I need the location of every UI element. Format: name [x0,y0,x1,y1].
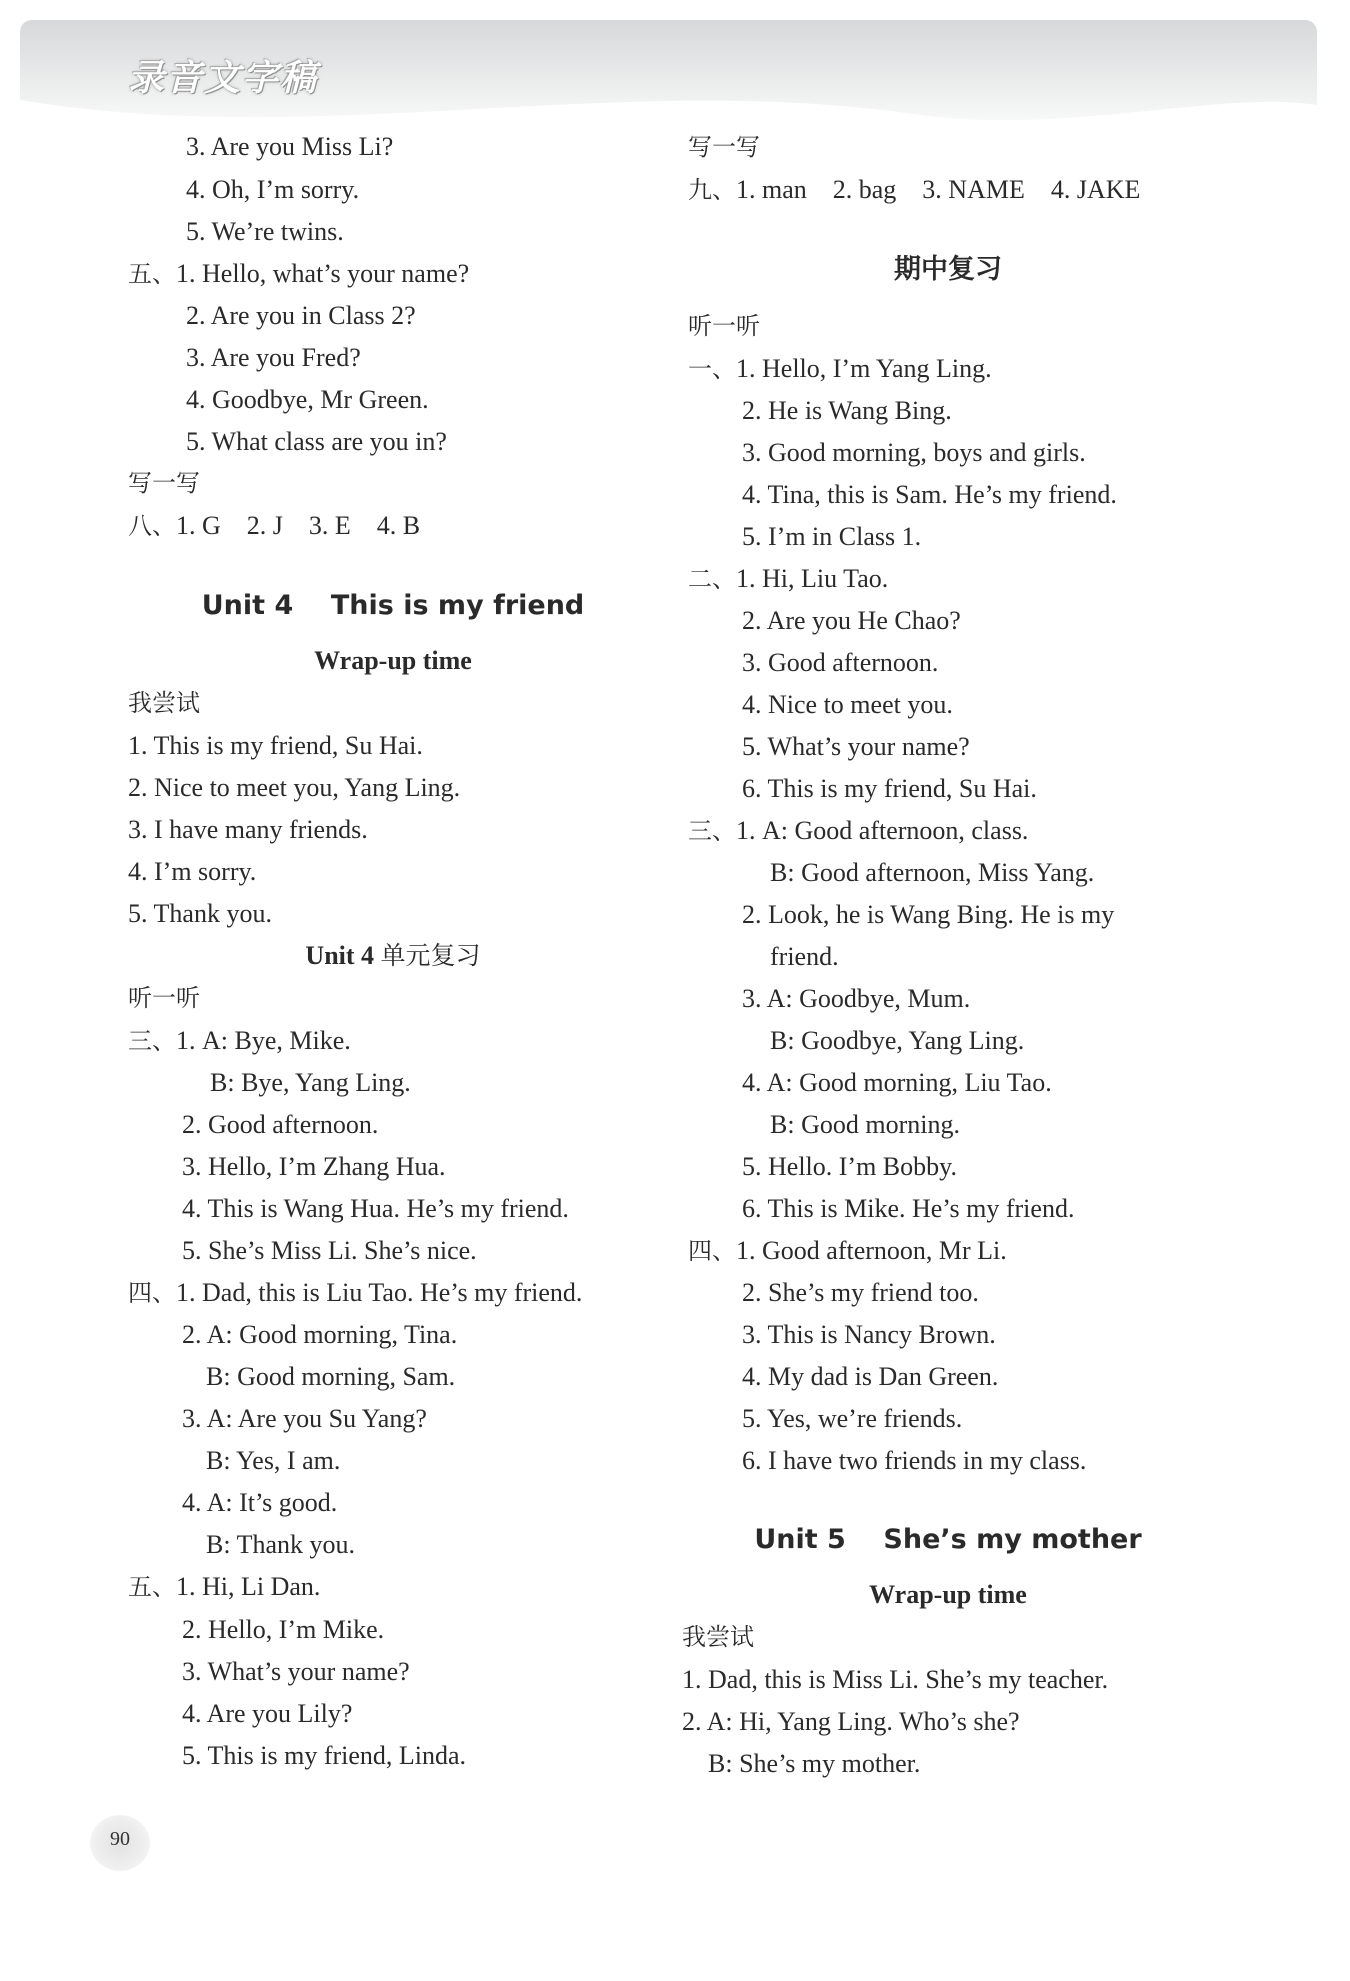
answer-line: B: Thank you. [206,1530,356,1559]
answer-line: 3. Are you Miss Li? [186,132,394,161]
answer-line: 4. A: Good morning, Liu Tao. [742,1068,1052,1097]
answer-line: 2. She’s my friend too. [742,1278,979,1307]
answer-line: B: Bye, Yang Ling. [210,1068,411,1097]
answer-line: 1. Dad, this is Miss Li. She’s my teacher. [682,1665,1109,1694]
answer-line: 4. This is Wang Hua. He’s my friend. [182,1194,569,1223]
answer-text: 1. A: Good afternoon, class. [736,816,1029,845]
section-heading: 听一听 [688,312,760,340]
answer-line: 2. Hello, I’m Mike. [182,1615,385,1644]
section-heading: 写一写 [688,133,760,161]
item-marker: 一、 [688,355,736,383]
answer-line: 6. This is my friend, Su Hai. [742,774,1037,803]
answer-line: 4. Oh, I’m sorry. [186,175,360,204]
answer-line: 4. I’m sorry. [128,857,257,886]
answer-line: 3. Hello, I’m Zhang Hua. [182,1152,446,1181]
section-heading: 我尝试 [128,689,200,717]
item-marker: 九、 [688,176,736,204]
answer-text: 1. Hello, what’s your name? [176,259,470,288]
section-heading: 听一听 [128,984,200,1012]
answer-line: B: Good morning, Sam. [206,1362,456,1391]
answer-line: B: She’s my mother. [708,1749,921,1778]
answer-line: B: Goodbye, Yang Ling. [770,1026,1025,1055]
section-heading: 我尝试 [682,1623,754,1651]
answer-line [688,173,1140,207]
midterm-review-title: 期中复习 [894,254,1002,285]
answer-line: 5. What’s your name? [742,732,970,761]
item-marker: 五、 [128,1573,176,1601]
answer-line [128,1570,320,1604]
answer-line [688,1234,1007,1268]
item-marker: 三、 [128,1027,176,1055]
answer-line: 4. A: It’s good. [182,1488,338,1517]
answer-line: B: Good afternoon, Miss Yang. [770,858,1095,887]
answer-line: 3. Good afternoon. [742,648,939,677]
answer-line: 5. Hello. I’m Bobby. [742,1152,957,1181]
answer-line: 2. Good afternoon. [182,1110,379,1139]
answer-line: 5. What class are you in? [186,427,447,456]
answer-line [128,509,420,543]
wrapup-heading: Wrap-up time [314,646,472,675]
answer-line: 2. Look, he is Wang Bing. He is my [742,900,1115,929]
answer-line: 5. Yes, we’re friends. [742,1404,963,1433]
unit-review-prefix: Unit 4 [305,941,375,970]
answer-line: 5. Thank you. [128,899,272,928]
answer-line: B: Yes, I am. [206,1446,341,1475]
answer-line: 3. Are you Fred? [186,343,361,372]
answer-line: 3. A: Goodbye, Mum. [742,984,971,1013]
answer-line [688,814,1028,848]
answer-line [128,257,469,291]
item-marker: 八、 [128,512,176,540]
item-marker: 四、 [128,1279,176,1307]
answer-line [688,352,992,386]
answer-line: 2. Are you in Class 2? [186,301,416,330]
item-marker: 五、 [128,260,176,288]
answer-text: 1. Dad, this is Liu Tao. He’s my friend. [176,1278,583,1307]
answer-line: 1. This is my friend, Su Hai. [128,731,423,760]
answer-line: 5. She’s Miss Li. She’s nice. [182,1236,477,1265]
answer-line: 4. Goodbye, Mr Green. [186,385,429,414]
answer-line: 2. Are you He Chao? [742,606,961,635]
answer-line: 6. I have two friends in my class. [742,1446,1087,1475]
answer-line: 2. He is Wang Bing. [742,396,952,425]
answer-text: 1. Hi, Liu Tao. [736,564,889,593]
answer-line [688,562,888,596]
answer-line: 4. Tina, this is Sam. He’s my friend. [742,480,1117,509]
answer-line: 4. Are you Lily? [182,1699,353,1728]
answer-text: 1. Hi, Li Dan. [176,1572,321,1601]
unit-review-suffix: 单元复习 [380,941,481,970]
answer-line: 4. Nice to meet you. [742,690,953,719]
answer-line: 2. A: Good morning, Tina. [182,1320,458,1349]
answer-line: 5. We’re twins. [186,217,344,246]
answer-text: 1. A: Bye, Mike. [176,1026,351,1055]
header-title: 录音文字稿 [128,58,319,99]
answer-line: 3. This is Nancy Brown. [742,1320,996,1349]
answer-line: 5. I’m in Class 1. [742,522,922,551]
answer-text: 1. Hello, I’m Yang Ling. [736,354,992,383]
section-heading: 写一写 [128,469,200,497]
answer-text: 1. man 2. bag 3. NAME 4. JAKE [736,175,1141,204]
answer-line [128,1024,351,1058]
answer-line: friend. [770,942,839,971]
item-marker: 三、 [688,817,736,845]
unit-title: Unit 5 She’s my mother [754,1524,1142,1555]
answer-text: 1. G 2. J 3. E 4. B [176,511,421,540]
answer-line: B: Good morning. [770,1110,960,1139]
answer-line: 3. I have many friends. [128,815,368,844]
answer-line: 3. Good morning, boys and girls. [742,438,1086,467]
unit-title: Unit 4 This is my friend [201,590,585,621]
answer-line [128,1276,582,1310]
answer-line: 3. A: Are you Su Yang? [182,1404,427,1433]
answer-line: 6. This is Mike. He’s my friend. [742,1194,1075,1223]
page-number: 90 [110,1828,130,1850]
item-marker: 二、 [688,565,736,593]
wrapup-heading: Wrap-up time [869,1580,1027,1609]
answer-line: 2. Nice to meet you, Yang Ling. [128,773,461,802]
answer-line: 3. What’s your name? [182,1657,410,1686]
item-marker: 四、 [688,1237,736,1265]
answer-text: 1. Good afternoon, Mr Li. [736,1236,1007,1265]
answer-line: 4. My dad is Dan Green. [742,1362,999,1391]
answer-line: 5. This is my friend, Linda. [182,1741,467,1770]
unit-review-heading [128,939,658,973]
answer-line: 2. A: Hi, Yang Ling. Who’s she? [682,1707,1020,1736]
